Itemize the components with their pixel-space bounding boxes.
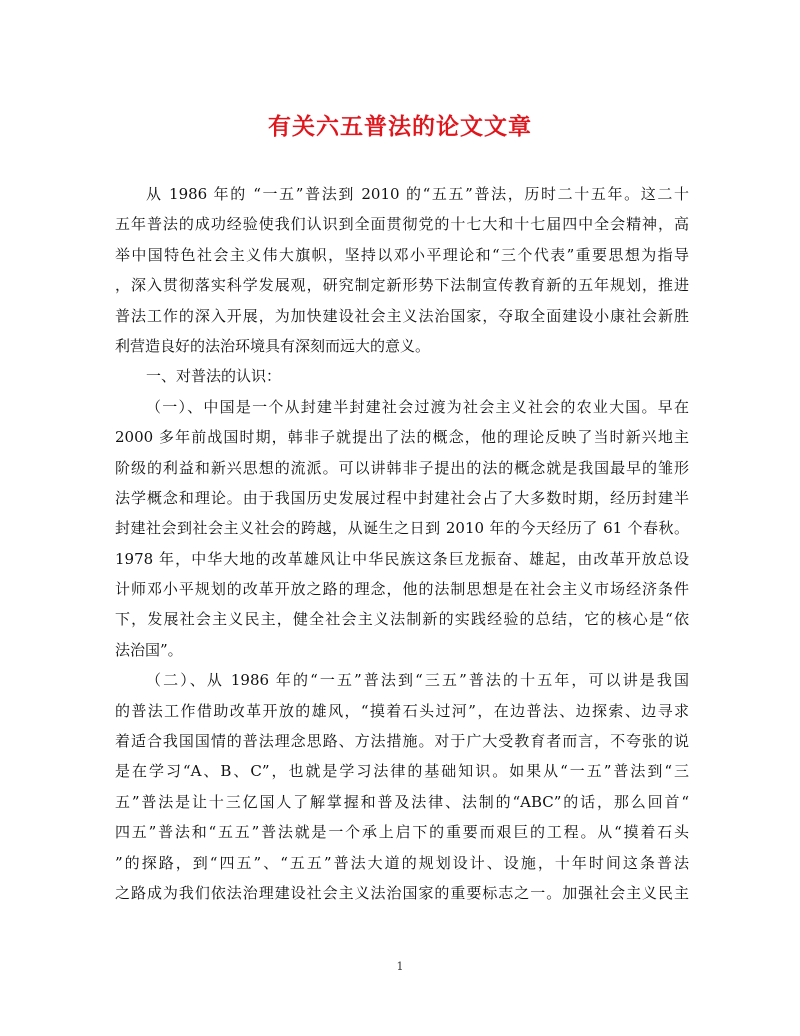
text-line: 利营造良好的法治环境具有深刻而远大的意义。 (115, 336, 431, 355)
text-line: 是在学习“A、B、C”，也就是学习法律的基础知识。如果从“一五”普法到“三 (115, 762, 689, 781)
text-line: 四五”普法和“五五”普法就是一个承上启下的重要而艰巨的工程。从“摸着石头 (115, 823, 689, 842)
text-line: 法学概念和理论。由于我国历史发展过程中封建社会占了大多数时期，经历封建半 (115, 488, 689, 507)
text-line: 着适合我国国情的普法理念思路、方法措施。对于广大受教育者而言，不夸张的说 (115, 732, 689, 751)
text-line: 法治国”。 (115, 640, 183, 659)
text-line: （一）、中国是一个从封建半封建社会过渡为社会主义社会的农业大国。早在 (146, 397, 689, 416)
text-line: 计师邓小平规划的改革开放之路的理念，他的法制思想是在社会主义市场经济条件 (115, 580, 689, 599)
text-line: 普法工作的深入开展，为加快建设社会主义法治国家，夺取全面建设小康社会新胜 (115, 306, 689, 325)
text-line: 五年普法的成功经验使我们认识到全面贯彻党的十七大和十七届四中全会精神，高 (115, 215, 689, 234)
text-line: 阶级的利益和新兴思想的流派。可以讲韩非子提出的法的概念就是我国最早的雏形 (115, 458, 689, 477)
text-line: 2000 多年前战国时期，韩非子就提出了法的概念，他的理论反映了当时新兴地主 (115, 428, 689, 447)
text-line: 1978 年，中华大地的改革雄风让中华民族这条巨龙振奋、雄起，由改革开放总设 (115, 549, 689, 568)
text-line: ”的探路，到“四五”、“五五”普法大道的规划设计、设施，十年时间这条普法 (115, 853, 689, 872)
text-line: 下，发展社会主义民主，健全社会主义法制新的实践经验的总结，它的核心是“依 (115, 610, 689, 629)
document-title: 有关六五普法的论文文章 (268, 113, 532, 140)
text-line: 的普法工作借助改革开放的雄风，“摸着石头过河”，在边普法、边探索、边寻求 (115, 701, 689, 720)
page-number: 1 (396, 960, 404, 973)
document-body (115, 179, 689, 908)
text-line: 从 1986 年的 “一五”普法到 2010 的“五五”普法，历时二十五年。这二十 (146, 185, 689, 203)
text-line: 封建社会到社会主义社会的跨越，从诞生之日到 2010 年的今天经历了 61 个春秋。 (115, 519, 689, 538)
text-line: 五”普法是让十三亿国人了解掌握和普及法律、法制的“ABC”的话，那么回首“ (115, 792, 689, 811)
text-line: （二）、从 1986 年的“一五”普法到“三五”普法的十五年，可以讲是我国 (146, 671, 689, 690)
text-line: ，深入贯彻落实科学发展观，研究制定新形势下法制宣传教育新的五年规划，推进 (115, 276, 689, 295)
text-line: 举中国特色社会主义伟大旗帜，坚持以邓小平理论和“三个代表”重要思想为指导 (115, 245, 689, 264)
text-line: 一、对普法的认识： (146, 367, 282, 386)
text-line: 之路成为我们依法治理建设社会主义法治国家的重要标志之一。加强社会主义民主 (115, 883, 689, 902)
